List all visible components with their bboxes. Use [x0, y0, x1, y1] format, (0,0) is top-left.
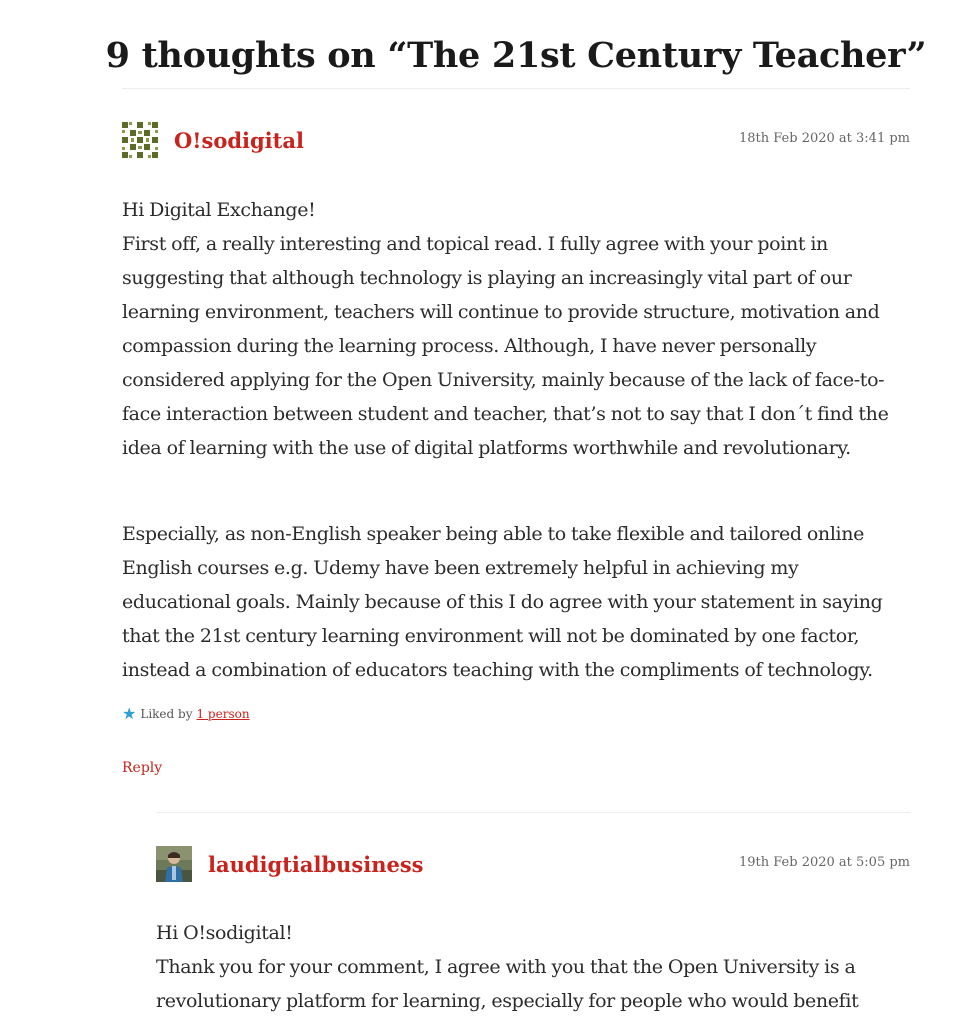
pattern-avatar-icon[interactable]	[122, 122, 158, 158]
like-summary	[122, 706, 250, 722]
comment-paragraph: Thank you for your comment, I agree with you that the Open University is a revolutionary platform for learning, especially for people who would benefit	[156, 956, 859, 1012]
liked-by-link[interactable]: 1 person	[196, 707, 250, 721]
comment-author-row	[156, 846, 424, 882]
comment-greeting: Hi Digital Exchange!	[122, 199, 316, 221]
user-photo-avatar[interactable]	[156, 846, 192, 882]
liked-by-label: Liked by	[140, 707, 193, 721]
comment-paragraph: First off, a really interesting and topical read. I fully agree with your point in suggesting that although technology is playing an increasingly vital part of our learning environment, teachers will continue to provide structure, motivation and compassion during the learning process. Although, I have never personally considered applying for the Open University, mainly because of the lack of face-to-face interaction between student and teacher, that’s not to say that I don´t find the idea of learning with the use of digital platforms worthwhile and revolutionary.	[122, 233, 889, 459]
star-icon: ★	[122, 704, 137, 723]
comment-timestamp[interactable]: 18th Feb 2020 at 3:41 pm	[738, 131, 910, 146]
comment-greeting: Hi O!sodigital!	[156, 922, 293, 944]
comment-author-row	[122, 122, 304, 158]
comment-paragraph: Especially, as non-English speaker being able to take flexible and tailored online English courses e.g. Udemy have been extremely helpful in achieving my educational goals. Mainly because of this I do agree with your statement in saying that the 21st century learning environment will not be dominated by one factor, instead a combination of educators teaching with the compliments of technology.	[122, 523, 883, 681]
comment-timestamp[interactable]: 19th Feb 2020 at 5:05 pm	[738, 855, 910, 870]
comment-divider	[156, 812, 910, 813]
page-title: 9 thoughts on “The 21st Century Teacher”	[105, 35, 927, 77]
title-divider	[122, 88, 910, 89]
comment-author-link[interactable]: O!sodigital	[174, 127, 304, 153]
reply-button[interactable]: Reply	[122, 760, 163, 776]
comment-author-link[interactable]: laudigtialbusiness	[208, 851, 424, 877]
